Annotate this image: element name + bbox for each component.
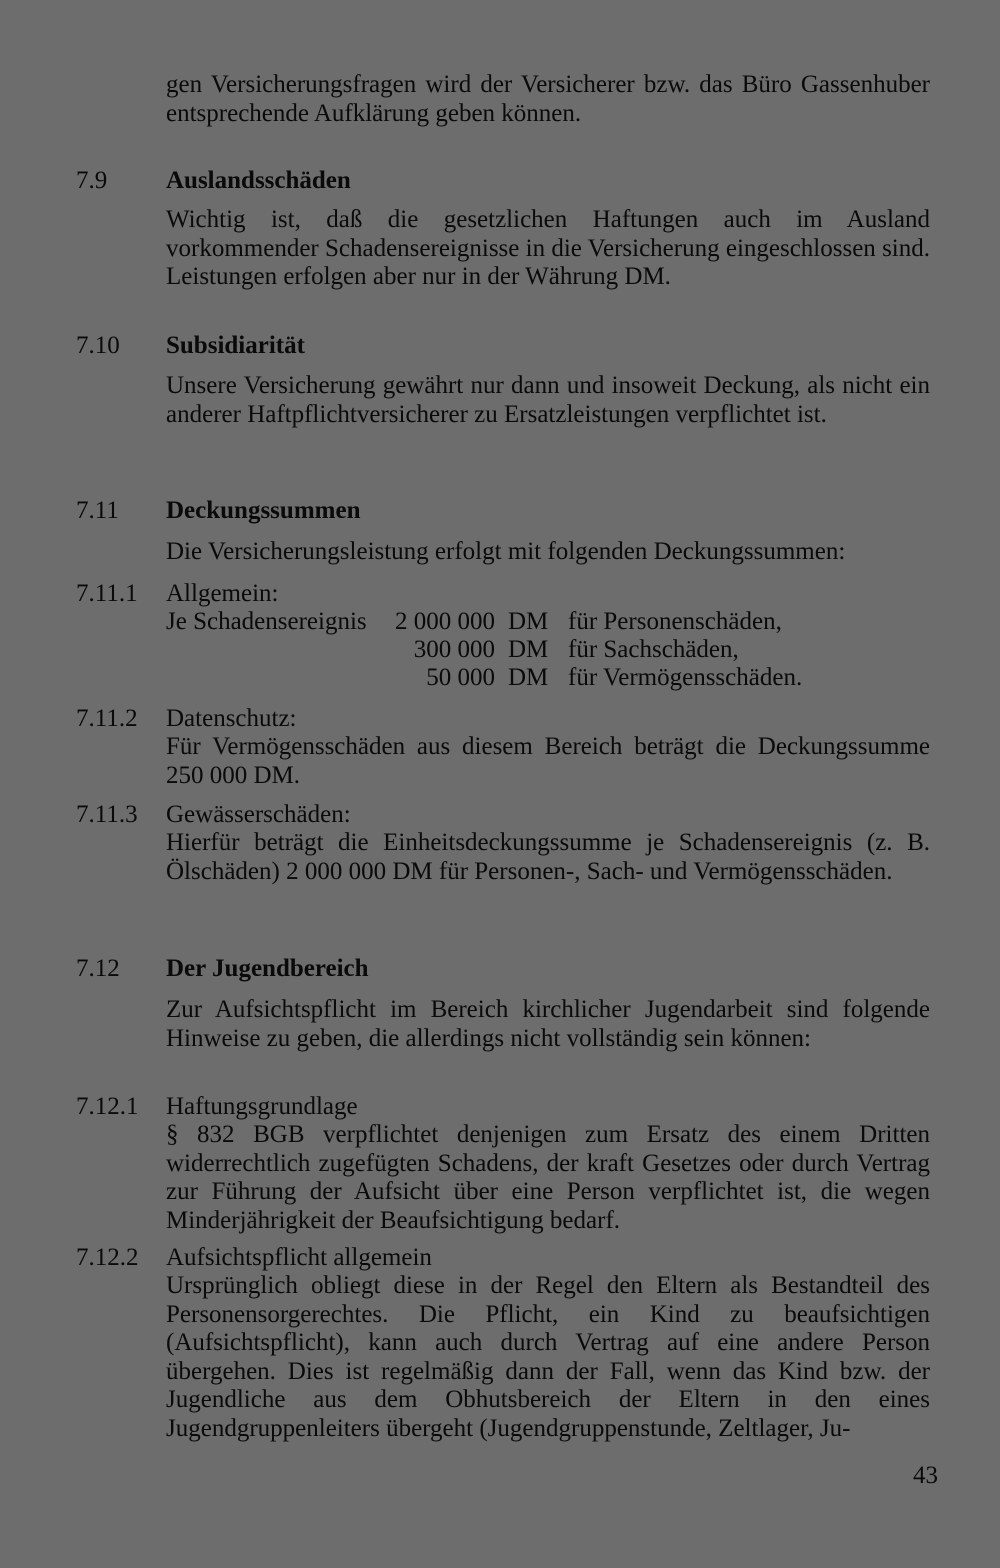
- section-heading-auslandsschaeden: Auslandsschäden: [166, 167, 351, 194]
- section-heading-subsidiaritaet: Subsidiarität: [166, 332, 305, 359]
- subsection-label-datenschutz: Datenschutz:: [166, 705, 297, 732]
- paragraph-haftungsgrundlage: § 832 BGB verpflichtet denjenigen zum Ersatz des einem Dritten widerrechtlich zugefügten Schadens, der kraft Gesetzes oder durch Vertrag zur Führung der Aufsicht über eine Person verpflichtet ist, die wegen Minderjährigkeit der Beaufsichtigung bedarf.: [166, 1121, 930, 1234]
- paragraph-datenschutz: Für Vermögensschäden aus diesem Bereich beträgt die Deckungssumme 250 000 DM.: [166, 733, 930, 789]
- paragraph-subsidiaritaet: Unsere Versicherung gewährt nur dann und insoweit Deckung, als nicht ein anderer Haftpflichtversicherer zu Ersatzleistungen verpflichtet ist.: [166, 372, 930, 428]
- amount-prefix: Je Schadensereignis: [166, 608, 367, 635]
- paragraph-auslandsschaeden: Wichtig ist, daß die gesetzlichen Haftungen auch im Ausland vorkommender Schadensereignisse in die Versicherung eingeschlossen sind. Leistungen erfolgen aber nur in der Währung DM.: [166, 206, 930, 290]
- amount-unit: DM: [508, 636, 549, 663]
- amount-value: 50 000: [426, 664, 495, 691]
- subsection-label-allgemein: Allgemein:: [166, 580, 279, 607]
- paragraph-gewaesserschaeden: Hierfür beträgt die Einheitsdeckungssumme je Schadensereignis (z. B. Ölschäden) 2 000 000 DM für Personen-, Sach- und Vermögensschäden.: [166, 829, 930, 885]
- section-number-7-10: 7.10: [76, 332, 120, 359]
- section-heading-jugendbereich: Der Jugendbereich: [166, 955, 369, 982]
- section-number-7-9: 7.9: [76, 167, 108, 194]
- section-heading-deckungssummen: Deckungssummen: [166, 497, 361, 524]
- page-number: 43: [913, 1462, 938, 1489]
- section-number-7-12: 7.12: [76, 955, 120, 982]
- subsection-label-aufsichtspflicht: Aufsichtspflicht allgemein: [166, 1244, 432, 1271]
- amount-unit: DM: [508, 664, 549, 691]
- paragraph-aufsichtspflicht: Ursprünglich obliegt diese in der Regel den Eltern als Bestandteil des Personensorgerechtes. Die Pflicht, ein Kind zu beaufsichtigen (Aufsichtspflicht), kann auch durch Vertrag auf eine andere Person übergehen. Dies ist regelmäßig dann der Fall, wenn das Kind bzw. der Jugendliche aus dem Obhutsbereich der Eltern in den eines Jugendgruppenleiters übergeht (Jugendgruppenstunde, Zeltlager, Ju-: [166, 1272, 930, 1442]
- section-number-7-12-2: 7.12.2: [76, 1244, 139, 1271]
- paragraph-deckungssummen: Die Versicherungsleistung erfolgt mit folgenden Deckungssummen:: [166, 538, 846, 565]
- section-number-7-11: 7.11: [76, 497, 119, 524]
- amount-description: für Sachschäden,: [568, 636, 739, 663]
- amount-value: 2 000 000: [395, 608, 495, 635]
- amount-unit: DM: [508, 608, 549, 635]
- section-number-7-11-3: 7.11.3: [76, 801, 138, 828]
- paragraph-continued: gen Versicherungsfragen wird der Versicherer bzw. das Büro Gassenhuber entsprechende Aufklärung geben können.: [166, 71, 930, 127]
- subsection-label-gewaesserschaeden: Gewässerschäden:: [166, 801, 351, 828]
- section-number-7-11-2: 7.11.2: [76, 705, 138, 732]
- paragraph-jugendbereich: Zur Aufsichtspflicht im Bereich kirchlicher Jugendarbeit sind folgende Hinweise zu geben, die allerdings nicht vollständig sein können:: [166, 996, 930, 1052]
- subsection-label-haftungsgrundlage: Haftungsgrundlage: [166, 1093, 358, 1120]
- amount-description: für Personenschäden,: [568, 608, 782, 635]
- amount-description: für Vermögensschäden.: [568, 664, 803, 691]
- amount-value: 300 000: [413, 636, 495, 663]
- section-number-7-12-1: 7.12.1: [76, 1093, 139, 1120]
- section-number-7-11-1: 7.11.1: [76, 580, 138, 607]
